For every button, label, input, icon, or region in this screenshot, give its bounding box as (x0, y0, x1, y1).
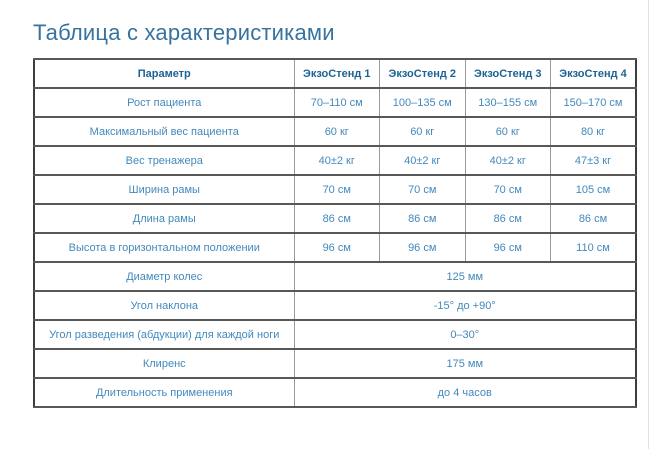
table-row (34, 146, 636, 175)
table-row (34, 349, 636, 378)
value-cell: 96 см (380, 233, 466, 262)
span-value-cell: до 4 часов (294, 378, 636, 407)
param-cell: Длительность применения (34, 378, 294, 407)
value-cell: 70 см (294, 175, 380, 204)
table-header-row (34, 59, 636, 88)
spec-table (33, 58, 637, 408)
param-cell: Диаметр колес (34, 262, 294, 291)
table-row (34, 204, 636, 233)
table-row (34, 262, 636, 291)
value-cell: 110 см (551, 233, 637, 262)
value-cell: 70–110 см (294, 88, 380, 117)
value-cell: 96 см (294, 233, 380, 262)
param-cell: Длина рамы (34, 204, 294, 233)
span-value-cell: 175 мм (294, 349, 636, 378)
span-value-cell: 0–30° (294, 320, 636, 349)
value-cell: 86 см (465, 204, 551, 233)
param-cell: Максимальный вес пациента (34, 117, 294, 146)
spec-table-body (34, 88, 636, 407)
param-cell: Клиренс (34, 349, 294, 378)
table-row (34, 233, 636, 262)
value-cell: 130–155 см (465, 88, 551, 117)
column-header: ЭкзоСтенд 3 (465, 59, 551, 88)
value-cell: 96 см (465, 233, 551, 262)
page-edge-line (648, 0, 649, 449)
table-row (34, 291, 636, 320)
value-cell: 80 кг (551, 117, 637, 146)
value-cell: 70 см (380, 175, 466, 204)
value-cell: 86 см (551, 204, 637, 233)
value-cell: 105 см (551, 175, 637, 204)
param-cell: Ширина рамы (34, 175, 294, 204)
value-cell: 40±2 кг (294, 146, 380, 175)
value-cell: 86 см (380, 204, 466, 233)
value-cell: 70 см (465, 175, 551, 204)
value-cell: 40±2 кг (380, 146, 466, 175)
value-cell: 60 кг (465, 117, 551, 146)
table-row (34, 88, 636, 117)
value-cell: 60 кг (294, 117, 380, 146)
param-cell: Рост пациента (34, 88, 294, 117)
span-value-cell: 125 мм (294, 262, 636, 291)
column-header: ЭкзоСтенд 1 (294, 59, 380, 88)
value-cell: 100–135 см (380, 88, 466, 117)
value-cell: 47±3 кг (551, 146, 637, 175)
param-cell: Вес тренажера (34, 146, 294, 175)
column-header: Параметр (34, 59, 294, 88)
column-header: ЭкзоСтенд 2 (380, 59, 466, 88)
span-value-cell: -15° до +90° (294, 291, 636, 320)
page-title: Таблица с характеристиками (33, 20, 335, 45)
value-cell: 40±2 кг (465, 146, 551, 175)
column-header: ЭкзоСтенд 4 (551, 59, 637, 88)
param-cell: Угол разведения (абдукции) для каждой ноги (34, 320, 294, 349)
value-cell: 150–170 см (551, 88, 637, 117)
param-cell: Угол наклона (34, 291, 294, 320)
param-cell: Высота в горизонтальном положении (34, 233, 294, 262)
slide-content (33, 20, 637, 408)
value-cell: 60 кг (380, 117, 466, 146)
value-cell: 86 см (294, 204, 380, 233)
table-row (34, 117, 636, 146)
table-row (34, 378, 636, 407)
table-row (34, 320, 636, 349)
table-row (34, 175, 636, 204)
